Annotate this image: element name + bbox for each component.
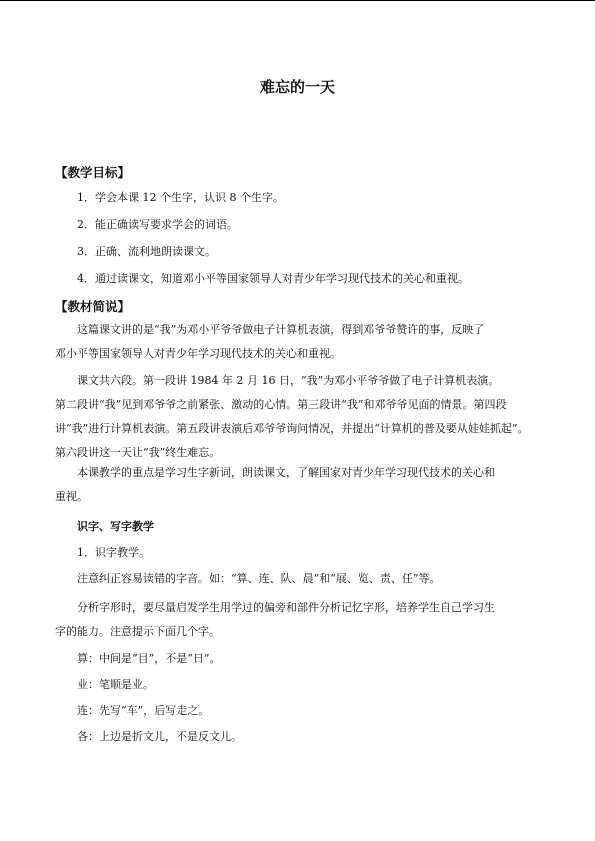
materials-paragraph (55, 318, 539, 366)
paragraph-rest: 第二段讲“我”见到邓爷爷之前紧张、激动的心情。第三段讲“我”和邓爷爷见面的情景。第四段讲“我”进行计算机表演。第五段讲表演后邓爷爷询问情况，并提出“计算机的普及要从娃娃抓起”。第六段讲这一天让“我”终生难忘。 (55, 398, 529, 459)
paragraph-rest: 邓小平等国家领导人对青少年学习现代技术的关心和重视。 (55, 347, 341, 360)
page-title: 难忘的一天 (259, 78, 335, 96)
literacy-subheading: 识字、写字教学 (77, 520, 154, 533)
paragraph-rest: 字的能力。注意提示下面几个字。 (55, 625, 220, 638)
materials-paragraph (55, 369, 539, 465)
paragraph-line: 课文共六段。第一段讲 1984 年 2 月 16 日，“我”为邓小平爷爷做了电子计算机表演。 (77, 374, 500, 387)
goal-item: 4．通过读课文，知道邓小平等国家领导人对青少年学习现代技术的关心和重视。 (77, 272, 469, 285)
char-note: 各：上边是折文儿，不是反文儿。 (77, 730, 242, 743)
section-heading-goals: 【教学目标】 (55, 165, 131, 180)
char-note: 业：笔顺是业。 (77, 678, 154, 691)
top-rule (0, 0, 595, 1)
literacy-item: 1．识字教学。 (77, 546, 150, 559)
char-note: 算：中间是“目”，不是“日”。 (77, 652, 221, 665)
paragraph-rest: 重视。 (55, 490, 88, 503)
goal-item: 1．学会本课 12 个生字，认识 8 个生字。 (77, 191, 284, 204)
paragraph-line: 这篇课文讲的是“我”为邓小平爷爷做电子计算机表演，得到邓爷爷赞许的事，反映了 (77, 323, 485, 336)
paragraph-line: 分析字形时，要尽量启发学生用学过的偏旁和部件分析记忆字形，培养学生自己学习生 (77, 601, 495, 614)
section-heading-materials: 【教材简说】 (55, 299, 131, 314)
char-note: 连：先写“车”，后写走之。 (77, 704, 210, 717)
materials-paragraph (55, 461, 539, 509)
goal-item: 3．正确、流利地朗读课文。 (77, 245, 216, 258)
paragraph-line: 本课教学的重点是学习生字新词，朗读课文，了解国家对青少年学习现代技术的关心和 (77, 466, 495, 479)
goal-item: 2．能正确读写要求学会的词语。 (77, 218, 238, 231)
literacy-note: 注意纠正容易读错的字音。如：“算、连、队、晨”和“展、览、责、任”等。 (77, 572, 441, 585)
literacy-paragraph (55, 596, 539, 644)
